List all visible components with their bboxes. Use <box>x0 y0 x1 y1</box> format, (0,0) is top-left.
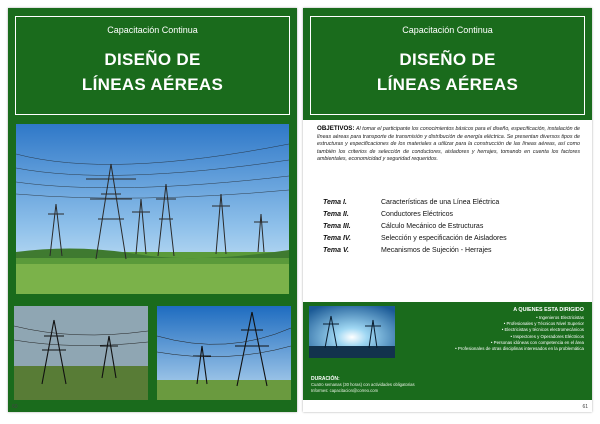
main-power-lines-photo <box>16 124 289 294</box>
tema-description: Cálculo Mecánico de Estructuras <box>381 223 484 230</box>
tema-description: Mecanismos de Sujeción - Herrajes <box>381 247 492 254</box>
dirigido-item: • Electricistas y técnicos electromecánicos <box>501 327 584 333</box>
left-kicker: Capacitación Continua <box>107 25 198 35</box>
right-bottom-band <box>303 302 592 400</box>
tema-number: Tema III. <box>323 223 351 230</box>
tema-row <box>323 245 573 257</box>
objetivos-label: OBJETIVOS: <box>317 125 355 132</box>
right-title-line2: LÍNEAS AÉREAS <box>376 75 519 94</box>
right-kicker: Capacitación Continua <box>402 25 493 35</box>
right-title-box <box>310 16 585 115</box>
tema-number: Tema V. <box>323 247 349 254</box>
objetivos-paragraph <box>317 125 580 164</box>
dirigido-item: • Profesionales de otras disciplinas interesados en la problemática <box>455 346 584 352</box>
objetivos-text: Al tomar el participante los conocimientos básicos para el diseño, especificación, instalación de líneas aéreas para transporte de transmisión y distribución de energía eléctrica. Se presentan diversos tipos de estructuras y especificaciones de los materiales a utilizar para la construcción de las líneas aéreas, así como también los criterios de selección de conductores, aisladores y herrajes, tomando en cuenta los factores ambientales, economicidad y seguridad requeridos. <box>317 126 580 163</box>
tema-number: Tema IV. <box>323 235 351 242</box>
duracion-text <box>311 382 415 393</box>
dirigido-list <box>424 315 584 352</box>
power-lines-photo-sky <box>157 306 291 400</box>
dirigido-item: • Profesionales y Técnicos Nivel Superior <box>503 321 584 327</box>
temas-list <box>323 197 573 257</box>
tema-description: Selección y especificación de Aisladores <box>381 235 507 242</box>
tema-number: Tema II. <box>323 211 349 218</box>
tema-number: Tema I. <box>323 199 347 206</box>
tema-row <box>323 209 573 221</box>
right-title-line1: DISEÑO DE <box>399 50 496 69</box>
dirigido-title: A QUIENES ESTA DIRIGIDO <box>513 307 584 313</box>
power-lines-photo-field <box>14 306 148 400</box>
left-page <box>8 8 297 412</box>
duracion-line: Cuatro semanas (30 horas) con actividades obligatorias <box>311 382 415 387</box>
tema-description: Características de una Línea Eléctrica <box>381 199 500 206</box>
left-title-box <box>15 16 290 115</box>
sunset-towers-photo <box>309 306 395 358</box>
left-title-line2: LÍNEAS AÉREAS <box>81 75 224 94</box>
left-page-number: 60 <box>12 404 18 410</box>
duracion-label: DURACIÓN: <box>311 376 340 382</box>
dirigido-item: • Ingenieros Electricistas <box>536 315 584 320</box>
right-page <box>303 8 592 412</box>
left-title-line1: DISEÑO DE <box>104 50 201 69</box>
right-page-number: 61 <box>582 404 588 410</box>
duracion-line: Informes: capacitacion@correo.com <box>311 387 379 393</box>
tema-description: Conductores Eléctricos <box>381 211 453 218</box>
dirigido-item: • Inspectores y Operadores Eléctricos <box>510 333 584 339</box>
tema-row <box>323 197 573 209</box>
tema-row <box>323 233 573 245</box>
tema-row <box>323 221 573 233</box>
dirigido-item: • Personas idóneas con competencia en el área <box>490 339 584 345</box>
